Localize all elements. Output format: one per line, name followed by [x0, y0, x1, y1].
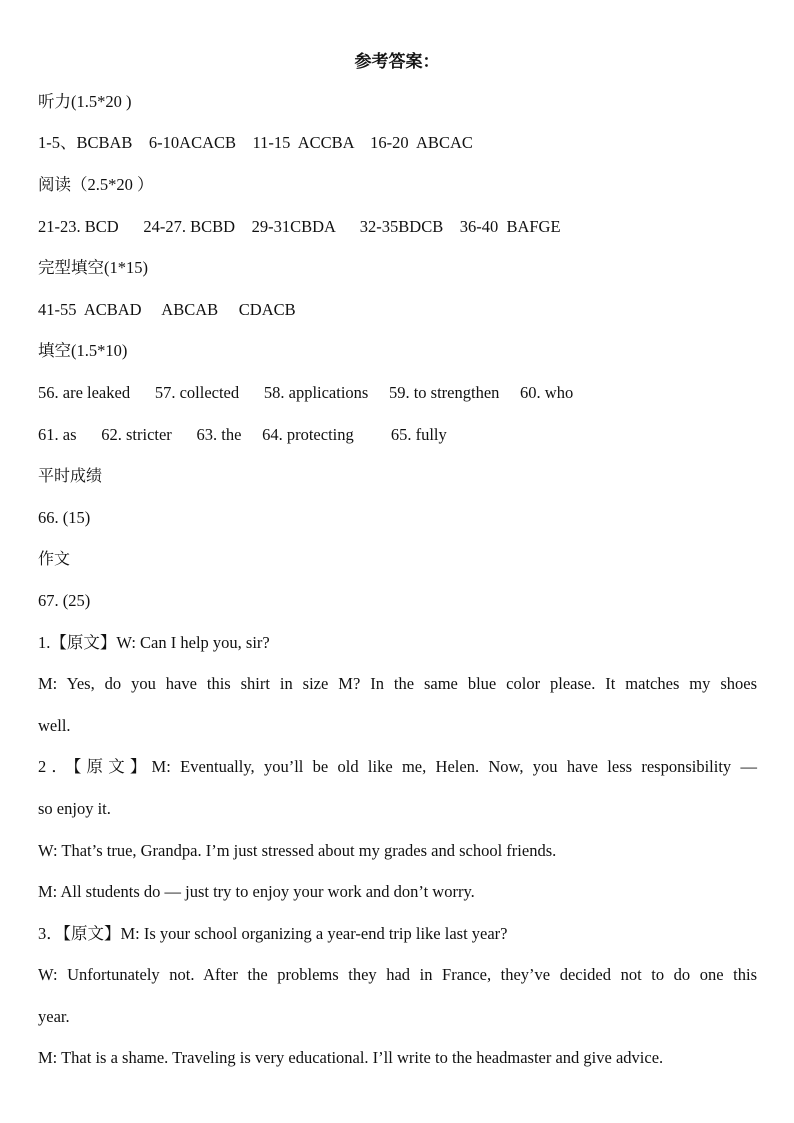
transcript-1-line-2: M: Yes, do you have this shirt in size M? In the same blue color please. It matches my shoes	[38, 674, 757, 693]
transcript-3-line-1: 3．【原文】M: Is your school organizing a year-end trip like last year?	[38, 924, 508, 943]
regular-score-heading: 平时成绩	[38, 466, 103, 485]
essay-value: 67. (25)	[38, 591, 91, 610]
transcript-3-line-2: W: Unfortunately not. After the problems they had in France, they’ve decided not to do one this	[38, 965, 757, 984]
transcript-1-line-3: well.	[38, 716, 71, 735]
transcript-3-line-3: year.	[38, 1007, 70, 1026]
reading-answers: 21-23. BCD 24-27. BCBD 29-31CBDA 32-35BDCB 36-40 BAFGE	[38, 217, 561, 236]
fill-heading: 填空(1.5*10)	[38, 341, 128, 360]
essay-heading: 作文	[38, 549, 71, 568]
fill-answers-row-2: 61. as 62. stricter 63. the 64. protecting 65. fully	[38, 425, 447, 444]
fill-answers-row-1: 56. are leaked 57. collected 58. applications 59. to strengthen 60. who	[38, 383, 574, 402]
listening-heading: 听力(1.5*20 )	[38, 92, 132, 111]
regular-score-value: 66. (15)	[38, 508, 91, 527]
page-title: 参考答案：	[354, 52, 440, 72]
transcript-2-line-3: W: That’s true, Grandpa. I’m just stressed about my grades and school friends.	[38, 841, 557, 860]
transcript-3-line-4: M: That is a shame. Traveling is very educational. I’ll write to the headmaster and give advice.	[38, 1048, 664, 1067]
cloze-heading: 完型填空(1*15)	[38, 258, 148, 277]
reading-heading: 阅读（2.5*20 ）	[38, 175, 154, 194]
transcript-2-line-4: M: All students do — just try to enjoy your work and don’t worry.	[38, 882, 475, 901]
transcript-1-line-1: 1.【原文】W: Can I help you, sir?	[38, 633, 270, 652]
listening-answers: 1-5、BCBAB 6-10ACACB 11-15 ACCBA 16-20 ABCAC	[38, 133, 473, 152]
transcript-2-line-2: so enjoy it.	[38, 799, 111, 818]
cloze-answers: 41-55 ACBAD ABCAB CDACB	[38, 300, 296, 319]
transcript-2-line-1: 2．【原文】M: Eventually, you’ll be old like me, Helen. Now, you have less responsibility —	[38, 757, 757, 776]
